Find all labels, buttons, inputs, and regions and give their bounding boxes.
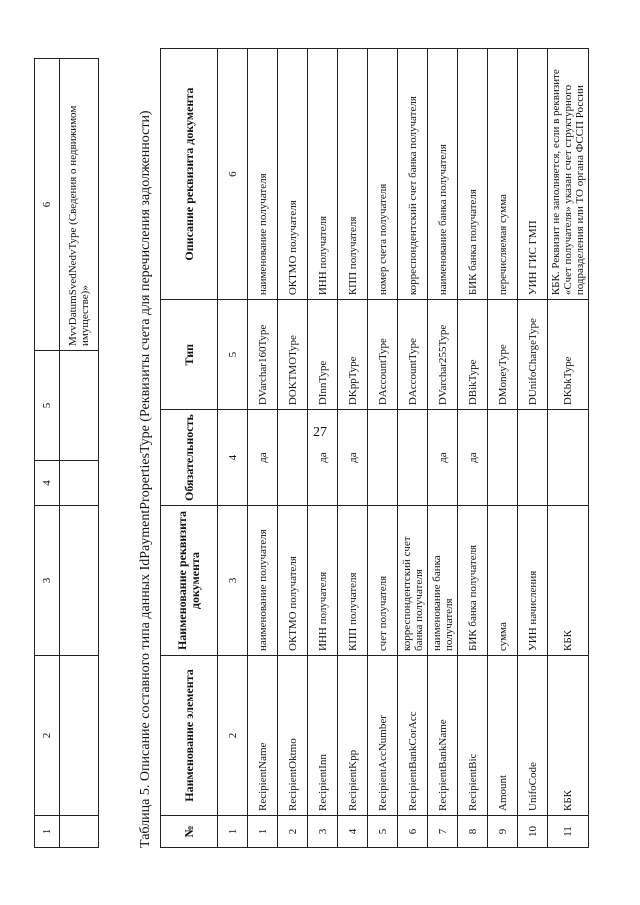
requisite-name: корреспондентский счет банка получателя <box>398 506 428 656</box>
continuation-table <box>34 58 99 848</box>
table-row <box>308 49 338 848</box>
row-number: 9 <box>488 816 518 848</box>
table-row <box>428 49 458 848</box>
table-cell <box>60 506 99 656</box>
table-cell: MvvDatumSvedNedvType (Сведения о недвижимом имуществе)» <box>60 59 99 351</box>
description: КПП получателя <box>338 49 368 300</box>
table-row <box>518 49 548 848</box>
header-description: Описание реквизита документа <box>161 49 218 300</box>
row-number: 2 <box>278 816 308 848</box>
description: номер счета получателя <box>368 49 398 300</box>
description: корреспондентский счет банка получателя <box>398 49 428 300</box>
page-number: 27 <box>313 425 327 440</box>
mandatory-flag <box>398 410 428 506</box>
element-name: RecipientKpp <box>338 656 368 816</box>
column-number: 3 <box>35 506 60 656</box>
table-row <box>548 49 589 848</box>
element-name: Amount <box>488 656 518 816</box>
table-row <box>398 49 428 848</box>
type-name: DAccountType <box>368 300 398 410</box>
mandatory-flag: да <box>428 410 458 506</box>
column-number: 5 <box>35 351 60 461</box>
row-number: 5 <box>368 816 398 848</box>
element-name: RecipientName <box>248 656 278 816</box>
payment-properties-table <box>160 48 589 848</box>
description: наименование банка получателя <box>428 49 458 300</box>
column-number: 5 <box>218 300 248 410</box>
mandatory-flag: да <box>458 410 488 506</box>
type-name: DUnifoChargeType <box>518 300 548 410</box>
table-row <box>248 49 278 848</box>
element-name: RecipientAccNumber <box>368 656 398 816</box>
column-number: 1 <box>35 816 60 848</box>
table-cell <box>60 656 99 816</box>
mandatory-flag: да <box>248 410 278 506</box>
description: УИН ГИС ГМП <box>518 49 548 300</box>
requisite-name: УИН начисления <box>518 506 548 656</box>
header-mandatory: Обязательность <box>161 410 218 506</box>
description: ИНН получателя <box>308 49 338 300</box>
column-number: 3 <box>218 506 248 656</box>
type-name: DVarchar160Type <box>248 300 278 410</box>
table-cell <box>60 461 99 506</box>
row-number: 8 <box>458 816 488 848</box>
header-number: № <box>161 816 218 848</box>
type-name: DAccountType <box>398 300 428 410</box>
row-number: 10 <box>518 816 548 848</box>
row-number: 11 <box>548 816 589 848</box>
mandatory-flag <box>548 410 589 506</box>
mandatory-flag <box>368 410 398 506</box>
type-name: DOKTMOType <box>278 300 308 410</box>
table-row <box>458 49 488 848</box>
row-number: 1 <box>248 816 278 848</box>
description: КБК. Реквизит не заполняется, если в реквизите «Счет получателя» указан счет структурного подразделения или ТО органа ФССП России <box>548 49 589 300</box>
column-number: 2 <box>218 656 248 816</box>
row-number: 4 <box>338 816 368 848</box>
requisite-name: наименование получателя <box>248 506 278 656</box>
row-number: 6 <box>398 816 428 848</box>
continuation-number-row <box>35 59 60 848</box>
table-row <box>338 49 368 848</box>
type-name: DKppType <box>338 300 368 410</box>
column-number: 6 <box>218 49 248 300</box>
type-name: DMoneyType <box>488 300 518 410</box>
type-name: DBikType <box>458 300 488 410</box>
element-name: RecipientOktmo <box>278 656 308 816</box>
requisite-name: ОКТМО получателя <box>278 506 308 656</box>
row-number: 7 <box>428 816 458 848</box>
column-number: 4 <box>35 461 60 506</box>
table-caption: Таблица 5. Описание составного типа данных IdPaymentPropertiesType (Реквизиты счета для перечисления задолженности) <box>138 110 153 848</box>
mandatory-flag: да <box>338 410 368 506</box>
mandatory-flag <box>518 410 548 506</box>
column-number: 1 <box>218 816 248 848</box>
mandatory-flag: да <box>308 410 338 506</box>
header-row <box>161 49 218 848</box>
type-name: DVarchar255Type <box>428 300 458 410</box>
description: ОКТМО получателя <box>278 49 308 300</box>
header-element-name: Наименование элемента <box>161 656 218 816</box>
element-name: КБК <box>548 656 589 816</box>
description: перечисляемая сумма <box>488 49 518 300</box>
column-number-row <box>218 49 248 848</box>
mandatory-flag <box>278 410 308 506</box>
element-name: RecipientBankName <box>428 656 458 816</box>
requisite-name: наименование банка получателя <box>428 506 458 656</box>
requisite-name: счет получателя <box>368 506 398 656</box>
header-type: Тип <box>161 300 218 410</box>
element-name: RecipientBankCorAcc <box>398 656 428 816</box>
column-number: 6 <box>35 59 60 351</box>
description: наименование получателя <box>248 49 278 300</box>
column-number: 2 <box>35 656 60 816</box>
element-name: RecipientBic <box>458 656 488 816</box>
requisite-name: КПП получателя <box>338 506 368 656</box>
table-row <box>368 49 398 848</box>
column-number: 4 <box>218 410 248 506</box>
requisite-name: БИК банка получателя <box>458 506 488 656</box>
requisite-name: сумма <box>488 506 518 656</box>
table-row <box>488 49 518 848</box>
table-cell <box>60 816 99 848</box>
element-name: UnifoCode <box>518 656 548 816</box>
type-name: DInnType <box>308 300 338 410</box>
requisite-name: КБК <box>548 506 589 656</box>
requisite-name: ИНН получателя <box>308 506 338 656</box>
type-name: DKbkType <box>548 300 589 410</box>
header-requisite-name: Наименование реквизита документа <box>161 506 218 656</box>
element-name: RecipientInn <box>308 656 338 816</box>
continuation-row <box>60 59 99 848</box>
mandatory-flag <box>488 410 518 506</box>
row-number: 3 <box>308 816 338 848</box>
description: БИК банка получателя <box>458 49 488 300</box>
table-row <box>278 49 308 848</box>
table-cell <box>60 351 99 461</box>
